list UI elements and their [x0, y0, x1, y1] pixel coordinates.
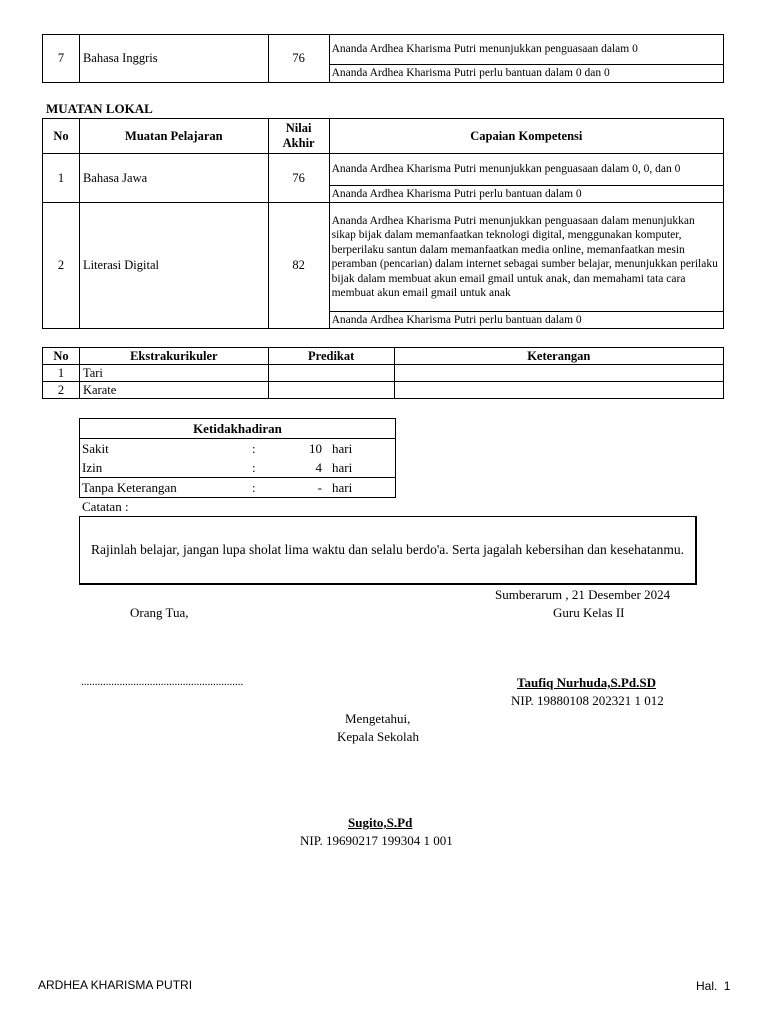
teacher-nip: NIP. 19880108 202321 1 012	[511, 693, 664, 708]
competence-mastered: Ananda Ardhea Kharisma Putri menunjukkan penguasaan dalam 0	[329, 35, 723, 65]
section-title-muatan-lokal: MUATAN LOKAL	[46, 101, 153, 116]
attendance-label: Sakit	[82, 441, 109, 456]
catatan-text: Rajinlah belajar, jangan lupa sholat lima waktu dan selalu berdo'a. Serta jagalah kebersihan dan kesehatanmu.	[90, 542, 685, 557]
ketidakhadiran-box	[79, 418, 396, 498]
catatan-box	[79, 516, 697, 585]
place-date: Sumberarum , 21 Desember 2024	[495, 587, 671, 602]
catatan-label: Catatan :	[82, 499, 129, 514]
table-row	[43, 35, 724, 65]
teacher-label: Guru Kelas II	[553, 605, 625, 620]
attendance-row-sakit	[80, 439, 395, 458]
predikat-cell	[268, 382, 394, 399]
header-ekstrakurikuler: Ekstrakurikuler	[79, 348, 268, 365]
final-score: 82	[268, 203, 329, 329]
header-keterangan: Keterangan	[394, 348, 723, 365]
subject-name: Bahasa Jawa	[79, 154, 268, 203]
header-final-score	[268, 119, 329, 154]
keterangan-cell	[394, 382, 723, 399]
headmaster-label: Kepala Sekolah	[337, 729, 419, 744]
keterangan-cell	[394, 365, 723, 382]
final-score: 76	[268, 154, 329, 203]
attendance-row-izin	[80, 458, 395, 477]
attendance-label: Izin	[82, 460, 103, 475]
attendance-value: -	[317, 480, 322, 495]
final-score: 76	[268, 35, 329, 83]
header-subject: Muatan Pelajaran	[79, 119, 268, 154]
intrakurikuler-table-tail	[42, 34, 724, 83]
teacher-name: Taufiq Nurhuda,S.Pd.SD	[517, 675, 656, 690]
ekstrakurikuler-table	[42, 347, 724, 399]
predikat-cell	[268, 365, 394, 382]
attendance-colon: :	[252, 480, 256, 495]
acknowledge-label: Mengetahui,	[345, 711, 411, 726]
parent-signature-line: ...........................................................	[81, 676, 244, 688]
attendance-value: 10	[309, 441, 322, 456]
muatan-lokal-table	[42, 118, 724, 329]
attendance-colon: :	[252, 460, 256, 475]
attendance-unit: hari	[332, 460, 353, 475]
attendance-colon: :	[252, 441, 256, 456]
table-row	[43, 203, 724, 312]
attendance-label: Tanpa Keterangan	[82, 480, 177, 495]
attendance-value: 4	[315, 460, 322, 475]
row-number: 2	[43, 382, 80, 399]
row-number: 1	[43, 365, 80, 382]
header-no: No	[43, 348, 80, 365]
footer-page	[696, 979, 730, 993]
header-score-line1: Nilai	[285, 121, 312, 135]
attendance-unit: hari	[332, 441, 353, 456]
header-score-line2: Akhir	[282, 136, 315, 150]
subject-name: Literasi Digital	[79, 203, 268, 329]
activity-name: Karate	[79, 382, 268, 399]
competence-mastered: Ananda Ardhea Kharisma Putri menunjukkan penguasaan dalam menunjukkan sikap bijak dalam memanfaatkan teknologi digital, menggunakan komputer, berperilaku santun dalam memanfaatkan media online, memanfaatkan mesin peramban (pencarian) dalam internet sebagai sumber belajar, menunjukkan perilaku bijak dalam membuat akun email gmail untuk anak, dan memahami tata cara membuat akun email gmail untuk anak	[329, 203, 723, 312]
competence-needs-help: Ananda Ardhea Kharisma Putri perlu bantuan dalam 0	[329, 186, 723, 203]
headmaster-nip: NIP. 19690217 199304 1 001	[300, 833, 453, 848]
table-row	[43, 365, 724, 382]
page-label: Hal.	[696, 979, 718, 993]
page-number: 1	[723, 979, 731, 993]
table-row	[43, 154, 724, 186]
competence-mastered: Ananda Ardhea Kharisma Putri menunjukkan penguasaan dalam 0, 0, dan 0	[329, 154, 723, 186]
activity-name: Tari	[79, 365, 268, 382]
parent-label: Orang Tua,	[130, 605, 189, 620]
ketidakhadiran-title: Ketidakhadiran	[80, 419, 395, 439]
table-row	[43, 382, 724, 399]
row-number: 7	[43, 35, 80, 83]
row-number: 1	[43, 154, 80, 203]
competence-needs-help: Ananda Ardhea Kharisma Putri perlu bantuan dalam 0	[329, 312, 723, 329]
header-predikat: Predikat	[268, 348, 394, 365]
attendance-unit: hari	[332, 480, 353, 495]
attendance-row-tanpa-keterangan	[80, 477, 395, 497]
table-header-row	[43, 119, 724, 154]
competence-needs-help: Ananda Ardhea Kharisma Putri perlu bantuan dalam 0 dan 0	[329, 65, 723, 83]
row-number: 2	[43, 203, 80, 329]
header-no: No	[43, 119, 80, 154]
footer-student-name: ARDHEA KHARISMA PUTRI	[38, 978, 193, 992]
headmaster-name: Sugito,S.Pd	[348, 815, 413, 830]
table-header-row	[43, 348, 724, 365]
subject-name: Bahasa Inggris	[79, 35, 268, 83]
header-competence: Capaian Kompetensi	[329, 119, 723, 154]
